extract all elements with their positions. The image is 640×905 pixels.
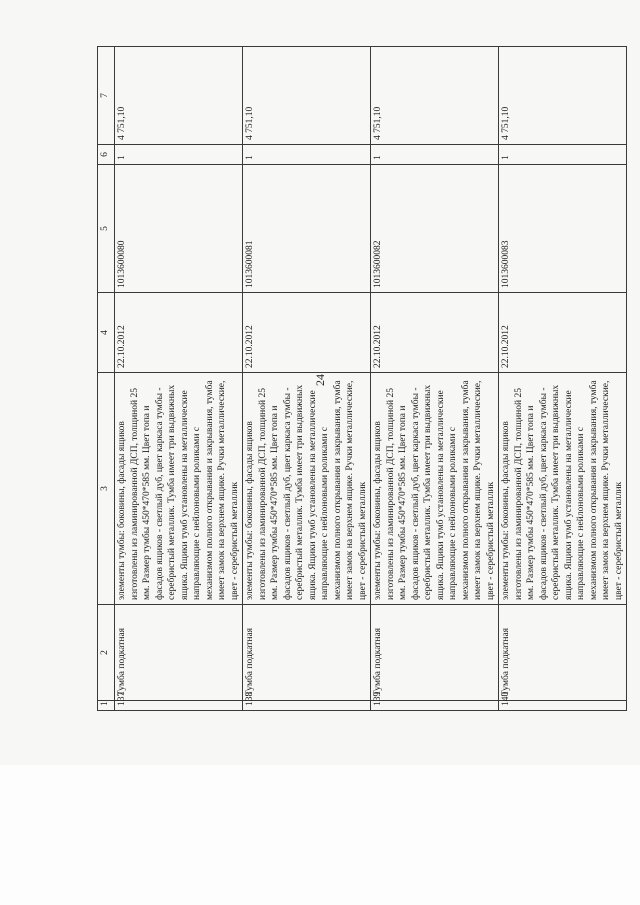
column-header-2: 2	[98, 605, 115, 701]
rotated-table-frame	[97, 47, 624, 711]
quantity: 1	[115, 145, 243, 165]
item-name: Тумба подкатная	[371, 605, 499, 701]
column-header-6: 6	[98, 145, 115, 165]
quantity: 1	[371, 145, 499, 165]
inventory-number: 1013600083	[499, 165, 627, 293]
item-sum: 4 751,10	[499, 47, 627, 145]
inventory-number: 1013600080	[115, 165, 243, 293]
item-name: Тумба подкатная	[499, 605, 627, 701]
column-header-5: 5	[98, 165, 115, 293]
column-header-7: 7	[98, 47, 115, 145]
column-header-3: 3	[98, 373, 115, 605]
item-description: элементы тумбы: боковины, фасады ящиков изготовлены из ламинированной ДСП, толщиной 25 мм. Размер тумбы 450*470*585 мм. Цвет топа и фасадов ящиков - светлый дуб, цвет каркаса тумбы - серебристый металлик. Тумба имеет три выдвижных ящика. Ящики тумб установлены на металлические направляющие с нейлоновыми роликами с механизмом полного открывания и закрывания, тумба имеет замок на верхнем ящике. Ручки металлические, цвет - серебристый металлик	[499, 373, 627, 605]
table-row	[115, 47, 243, 711]
table-row	[499, 47, 627, 711]
inventory-number: 1013600081	[243, 165, 371, 293]
row-number: 139	[371, 701, 499, 711]
quantity: 1	[499, 145, 627, 165]
item-sum: 4 751,10	[371, 47, 499, 145]
acquisition-date: 22.10.2012	[371, 293, 499, 373]
inventory-table	[97, 46, 627, 711]
column-header-1: 1	[98, 701, 115, 711]
quantity: 1	[243, 145, 371, 165]
table-row	[371, 47, 499, 711]
acquisition-date: 22.10.2012	[115, 293, 243, 373]
acquisition-date: 22.10.2012	[243, 293, 371, 373]
acquisition-date: 22.10.2012	[499, 293, 627, 373]
column-number-row	[98, 47, 115, 711]
item-description: элементы тумбы: боковины, фасады ящиков изготовлены из ламинированной ДСП, толщиной 25 мм. Размер тумбы 450*470*585 мм. Цвет топа и фасадов ящиков - светлый дуб, цвет каркаса тумбы - серебристый металлик. Тумба имеет три выдвижных ящика. Ящики тумб установлены на металлические направляющие с нейлоновыми роликами с механизмом полного открывания и закрывания, тумба имеет замок на верхнем ящике. Ручки металлические, цвет - серебристый металлик	[115, 373, 243, 605]
page-number: 24	[313, 374, 327, 386]
item-description: элементы тумбы: боковины, фасады ящиков изготовлены из ламинированной ДСП, толщиной 25 мм. Размер тумбы 450*470*585 мм. Цвет топа и фасадов ящиков - светлый дуб, цвет каркаса тумбы - серебристый металлик. Тумба имеет три выдвижных ящика. Ящики тумб установлены на металлические направляющие с нейлоновыми роликами с механизмом полного открывания и закрывания, тумба имеет замок на верхнем ящике. Ручки металлические, цвет - серебристый металлик	[371, 373, 499, 605]
column-header-4: 4	[98, 293, 115, 373]
item-description: элементы тумбы: боковины, фасады ящиков изготовлены из ламинированной ДСП, толщиной 25 мм. Размер тумбы 450*470*585 мм. Цвет топа и фасадов ящиков - светлый дуб, цвет каркаса тумбы - серебристый металлик. Тумба имеет три выдвижных ящика. Ящики тумб установлены на металлические направляющие с нейлоновыми роликами с механизмом полного открывания и закрывания, тумба имеет замок на верхнем ящике. Ручки металлические, цвет - серебристый металлик	[243, 373, 371, 605]
item-name: Тумба подкатная	[243, 605, 371, 701]
row-number: 140	[499, 701, 627, 711]
item-name: Тумба подкатная	[115, 605, 243, 701]
row-number: 137	[115, 701, 243, 711]
scan-bottom-margin	[0, 765, 640, 905]
item-sum: 4 751,10	[115, 47, 243, 145]
item-sum: 4 751,10	[243, 47, 371, 145]
row-number: 138	[243, 701, 371, 711]
inventory-number: 1013600082	[371, 165, 499, 293]
table-row	[243, 47, 371, 711]
